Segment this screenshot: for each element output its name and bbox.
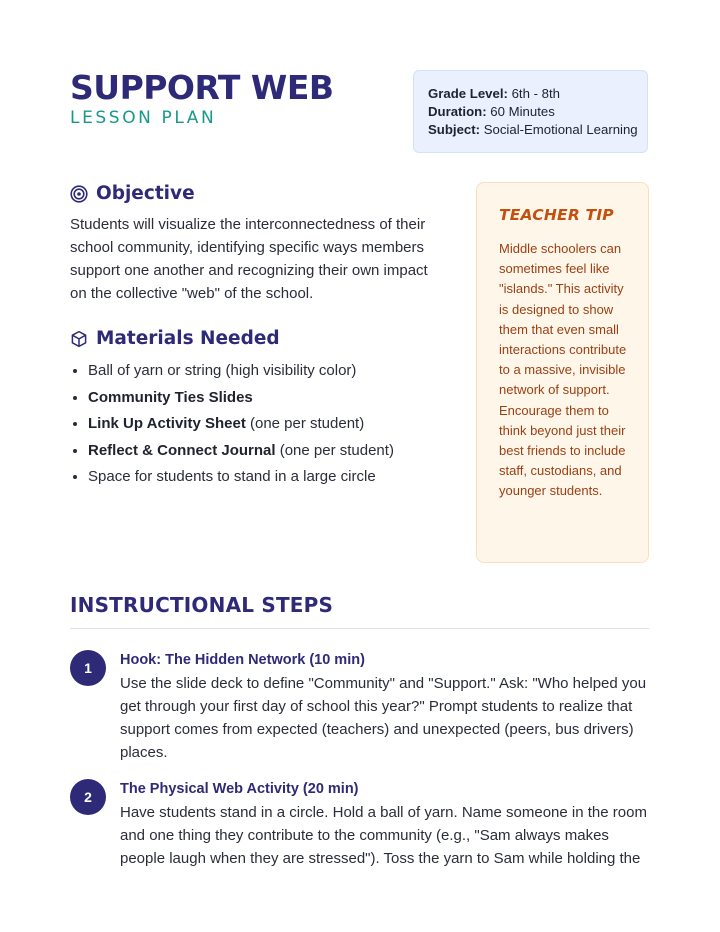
objective-heading-label: Objective bbox=[96, 183, 195, 204]
list-item: • Space for students to stand in a large circle bbox=[88, 464, 468, 491]
step-title: Hook: The Hidden Network (10 min) bbox=[120, 652, 365, 668]
teacher-tip-text: Middle schoolers can sometimes feel like "islands." This activity is designed to show them that even small interactions contribute to a massive, invisible network of support. Encourage them to think beyond just their best friends to include staff, custodians, and younger students. bbox=[499, 241, 627, 499]
section-divider bbox=[70, 628, 649, 629]
materials-list bbox=[70, 358, 468, 491]
step-body bbox=[120, 779, 650, 870]
step-text: Use the slide deck to define "Community" and "Support." Ask: "Who helped you get through your first day of school this year?" Prompt students to realize that support comes from expected (teachers) and unexpected (peers, bus drivers) places. bbox=[120, 675, 647, 761]
grade-level-row bbox=[428, 85, 633, 103]
objective-text: Students will visualize the interconnectedness of their school community, identifying specific ways members support one another and recognizing their own impact on the collective "web" of the school. bbox=[70, 216, 428, 302]
page-title: SUPPORT WEB bbox=[70, 68, 334, 107]
objective-heading bbox=[70, 182, 195, 206]
grade-level-value: 6th - 8th bbox=[511, 86, 560, 101]
materials-heading-label: Materials Needed bbox=[96, 328, 280, 349]
step-text: Have students stand in a circle. Hold a ball of yarn. Name someone in the room and one thing they contribute to the community (e.g., "Sam always makes people laugh when they are stressed"). Toss the yarn to Sam while holding the bbox=[120, 804, 647, 867]
materials-heading bbox=[70, 327, 280, 351]
subject-row bbox=[428, 121, 638, 139]
duration-value: 60 Minutes bbox=[490, 104, 555, 119]
instructional-steps-heading: INSTRUCTIONAL STEPS bbox=[70, 593, 334, 617]
step-number-badge: 2 bbox=[70, 779, 106, 815]
list-item: • Community Ties Slides bbox=[88, 385, 468, 412]
list-item: • Reflect & Connect Journal (one per student) bbox=[88, 438, 468, 465]
grade-level-label: Grade Level: bbox=[428, 86, 508, 101]
step-number-badge: 1 bbox=[70, 650, 106, 686]
lesson-meta-box bbox=[413, 70, 648, 153]
duration-label: Duration: bbox=[428, 104, 487, 119]
list-item: • Ball of yarn or string (high visibility color) bbox=[88, 358, 468, 385]
teacher-tip-box bbox=[476, 182, 649, 563]
cube-icon bbox=[70, 330, 88, 348]
target-icon bbox=[70, 185, 88, 203]
duration-row bbox=[428, 103, 633, 121]
step-title: The Physical Web Activity (20 min) bbox=[120, 781, 359, 797]
subject-label: Subject: bbox=[428, 122, 481, 137]
list-item: • Link Up Activity Sheet (one per student) bbox=[88, 411, 468, 438]
subject-value: Social-Emotional Learning bbox=[483, 122, 638, 137]
step-body bbox=[120, 650, 650, 764]
page-subtitle: LESSON PLAN bbox=[70, 108, 217, 128]
teacher-tip-title: TEACHER TIP bbox=[499, 206, 614, 224]
